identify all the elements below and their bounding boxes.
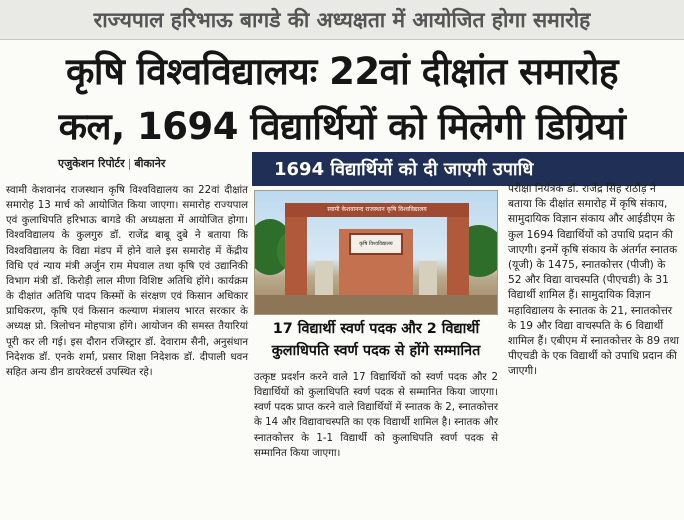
article-column-1: स्वामी केशवानंद राजस्थान कृषि विश्वविद्यालय का 22वां दीक्षांत समारोह 13 मार्च को आयोजित किया जाएगा। समारोह राज्यपाल एवं कुलाधिपति हरिभाऊ बागडे की अध्यक्षता में आयोजित होगा। विश्वविद्यालय के कुलगुरु डॉ. राजेंद्र बाबू दुबे ने बताया कि विश्वविद्यालय के विद्या मंडप में होने वाले इस समारोह में केंद्रीय विधि एवं न्याय मंत्री अर्जुन राम मेघवाल तथा कृषि एवं उद्यानिकी विभाग मंत्री डॉ. किरोड़ी लाल मीणा विशिष्ट अतिथि होंगे। कार्यक्रम के दीक्षांत अतिथि पादप किस्मों के संरक्षण एवं किसान अधिकार प्राधिकरण, कृषि एवं किसान कल्याण मंत्रालय भारत सरकार के अध्यक्ष प्रो. त्रिलोचन मोहपात्रा होंगे। आयोजन की समस्त तैयारियां पूरी कर ली गई। इस दौरान रजिस्ट्रार डॉ. देवाराम सैनी, अनुसंधान निदेशक डॉ. एनके शर्मा, प्रसार शिक्षा निदेशक डॉ. दीपाली धवन सहित अन्य डीन डायरेक्टर्स उपस्थित रहे। bbox=[6, 185, 248, 378]
byline bbox=[58, 156, 165, 171]
headline-line-1: कृषि विश्वविद्यालयः 22वां दीक्षांत समारोह bbox=[65, 50, 619, 93]
university-gate-photo bbox=[254, 190, 498, 315]
caption-line-1: 17 विद्यार्थी स्वर्ण पदक और 2 विद्यार्थी bbox=[272, 321, 480, 337]
article-column-2: उत्कृष्ट प्रदर्शन करने वाले 17 विद्यार्थियों को स्वर्ण पदक और 2 विद्यार्थियों को कुलाधिपति स्वर्ण पदक से सम्मानित किया जाएगा। स्वर्ण पदक प्राप्त करने वाले विद्यार्थियों में स्नातक के 2, स्नातकोत्तर के 14 और विद्यावाचस्पति का एक विद्यार्थी शामिल है। स्नातक और स्नातकोत्तर के 1-1 विद्यार्थी को कुलाधिपति स्वर्ण पदक से सम्मानित किया जाएगा। bbox=[254, 372, 498, 459]
subheadline-strip: 1694 विद्यार्थियों को दी जाएगी उपाधि bbox=[252, 152, 684, 186]
main-headline bbox=[0, 44, 684, 154]
photo-caption bbox=[252, 318, 500, 362]
article-column-3: परीक्षा नियंत्रक डॉ. राजेंद्र सिंह राठौड़ ने बताया कि दीक्षांत समारोह में कृषि संकाय, सामुदायिक विज्ञान संकाय और आईडीएम के कुल 1694 विद्यार्थियों को उपाधि प्रदान की जाएगी। इनमें कृषि संकाय के अंतर्गत स्नातक (यूजी) के 1475, स्नातकोत्तर (पीजी) के 52 और विद्या वाचस्पति (पीएचडी) के 31 विद्यार्थी शामिल हैं। सामुदायिक विज्ञान महाविद्यालय के स्नातक के 21, स्नातकोत्तर के 19 और विद्या वाचस्पति के 6 विद्यार्थी शामिल हैं। एबीएम में स्नातकोत्तर के 89 तथा पीएचडी के एक विद्यार्थी को उपाधि प्रदान की जाएगी। bbox=[508, 183, 680, 378]
headline-line-2: कल, 1694 विद्यार्थियों को मिलेगी डिग्रियां bbox=[58, 105, 626, 148]
gate-banner-text: स्वामी केशवानन्द राजस्थान कृषि विश्वविद्यालय bbox=[285, 203, 469, 217]
caption-line-2: कुलाधिपति स्वर्ण पदक से होंगे सम्मानित bbox=[271, 343, 481, 359]
byline-source: एजुकेशन रिपोर्टर bbox=[58, 157, 125, 170]
byline-separator: | bbox=[127, 157, 132, 170]
gate-sign: कृषि विश्वविद्यालय bbox=[349, 233, 403, 255]
byline-location: बीकानेर bbox=[134, 157, 166, 170]
kicker-headline: राज्यपाल हरिभाऊ बागडे की अध्यक्षता में आयोजित होगा समारोह bbox=[0, 0, 684, 40]
